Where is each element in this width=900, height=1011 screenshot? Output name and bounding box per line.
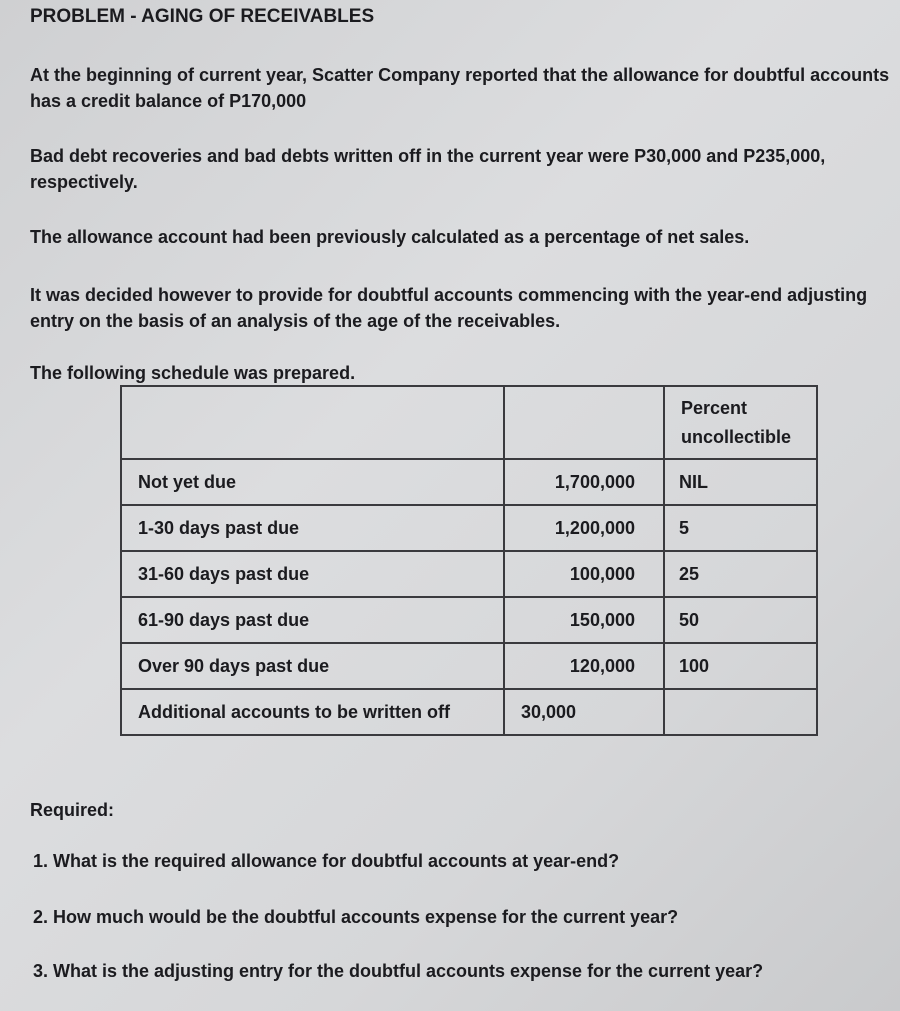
table-row [121, 505, 817, 551]
percent: NIL [664, 459, 817, 505]
question-3: 3. What is the adjusting entry for the doubtful accounts expense for the current year? [33, 961, 764, 981]
required-label: Required: [30, 800, 115, 820]
percent [664, 689, 817, 735]
header-cell-percent: Percent uncollectible [664, 386, 817, 459]
amount: 1,700,000 [504, 459, 664, 505]
header-cell [121, 386, 504, 459]
amount: 1,200,000 [504, 505, 664, 551]
age-category: Over 90 days past due [121, 643, 504, 689]
paragraph-previous-method: The allowance account had been previously calculated as a percentage of net sales. [30, 227, 750, 247]
age-category: Additional accounts to be written off [121, 689, 504, 735]
percent: 50 [664, 597, 817, 643]
question-1: 1. What is the required allowance for doubtful accounts at year-end? [33, 851, 620, 871]
question-2: 2. How much would be the doubtful accounts expense for the current year? [33, 907, 679, 927]
p1-text-end: reported that the allowance for doubtful accounts has a credit balance of P170,000 [30, 65, 890, 111]
table-header-row [121, 386, 817, 459]
paragraph-schedule-intro: The following schedule was prepared. [30, 363, 356, 383]
age-category: 31-60 days past due [121, 551, 504, 597]
paragraph-allowance-balance [30, 62, 890, 114]
table-row [121, 459, 817, 505]
p1-text: At the beginning of current year, [30, 65, 313, 85]
aging-schedule-table [120, 385, 818, 736]
age-category: Not yet due [121, 459, 504, 505]
amount: 30,000 [504, 689, 664, 735]
percent: 25 [664, 551, 817, 597]
table-row [121, 597, 817, 643]
company-name: Scatter Company [312, 65, 461, 85]
page-title: PROBLEM - AGING OF RECEIVABLES [30, 6, 375, 27]
header-cell [504, 386, 664, 459]
age-category: 61-90 days past due [121, 597, 504, 643]
table-row [121, 689, 817, 735]
amount: 120,000 [504, 643, 664, 689]
percent: 100 [664, 643, 817, 689]
amount: 150,000 [504, 597, 664, 643]
age-category: 1-30 days past due [121, 505, 504, 551]
amount: 100,000 [504, 551, 664, 597]
paragraph-aging-decision: It was decided however to provide for doubtful accounts commencing with the year-end adjusting entry on the basis of an analysis of the age of the receivables. [30, 285, 868, 331]
table-row [121, 551, 817, 597]
percent: 5 [664, 505, 817, 551]
paragraph-recoveries: Bad debt recoveries and bad debts written off in the current year were P30,000 and P235,000, respectively. [30, 146, 826, 192]
table-row [121, 643, 817, 689]
